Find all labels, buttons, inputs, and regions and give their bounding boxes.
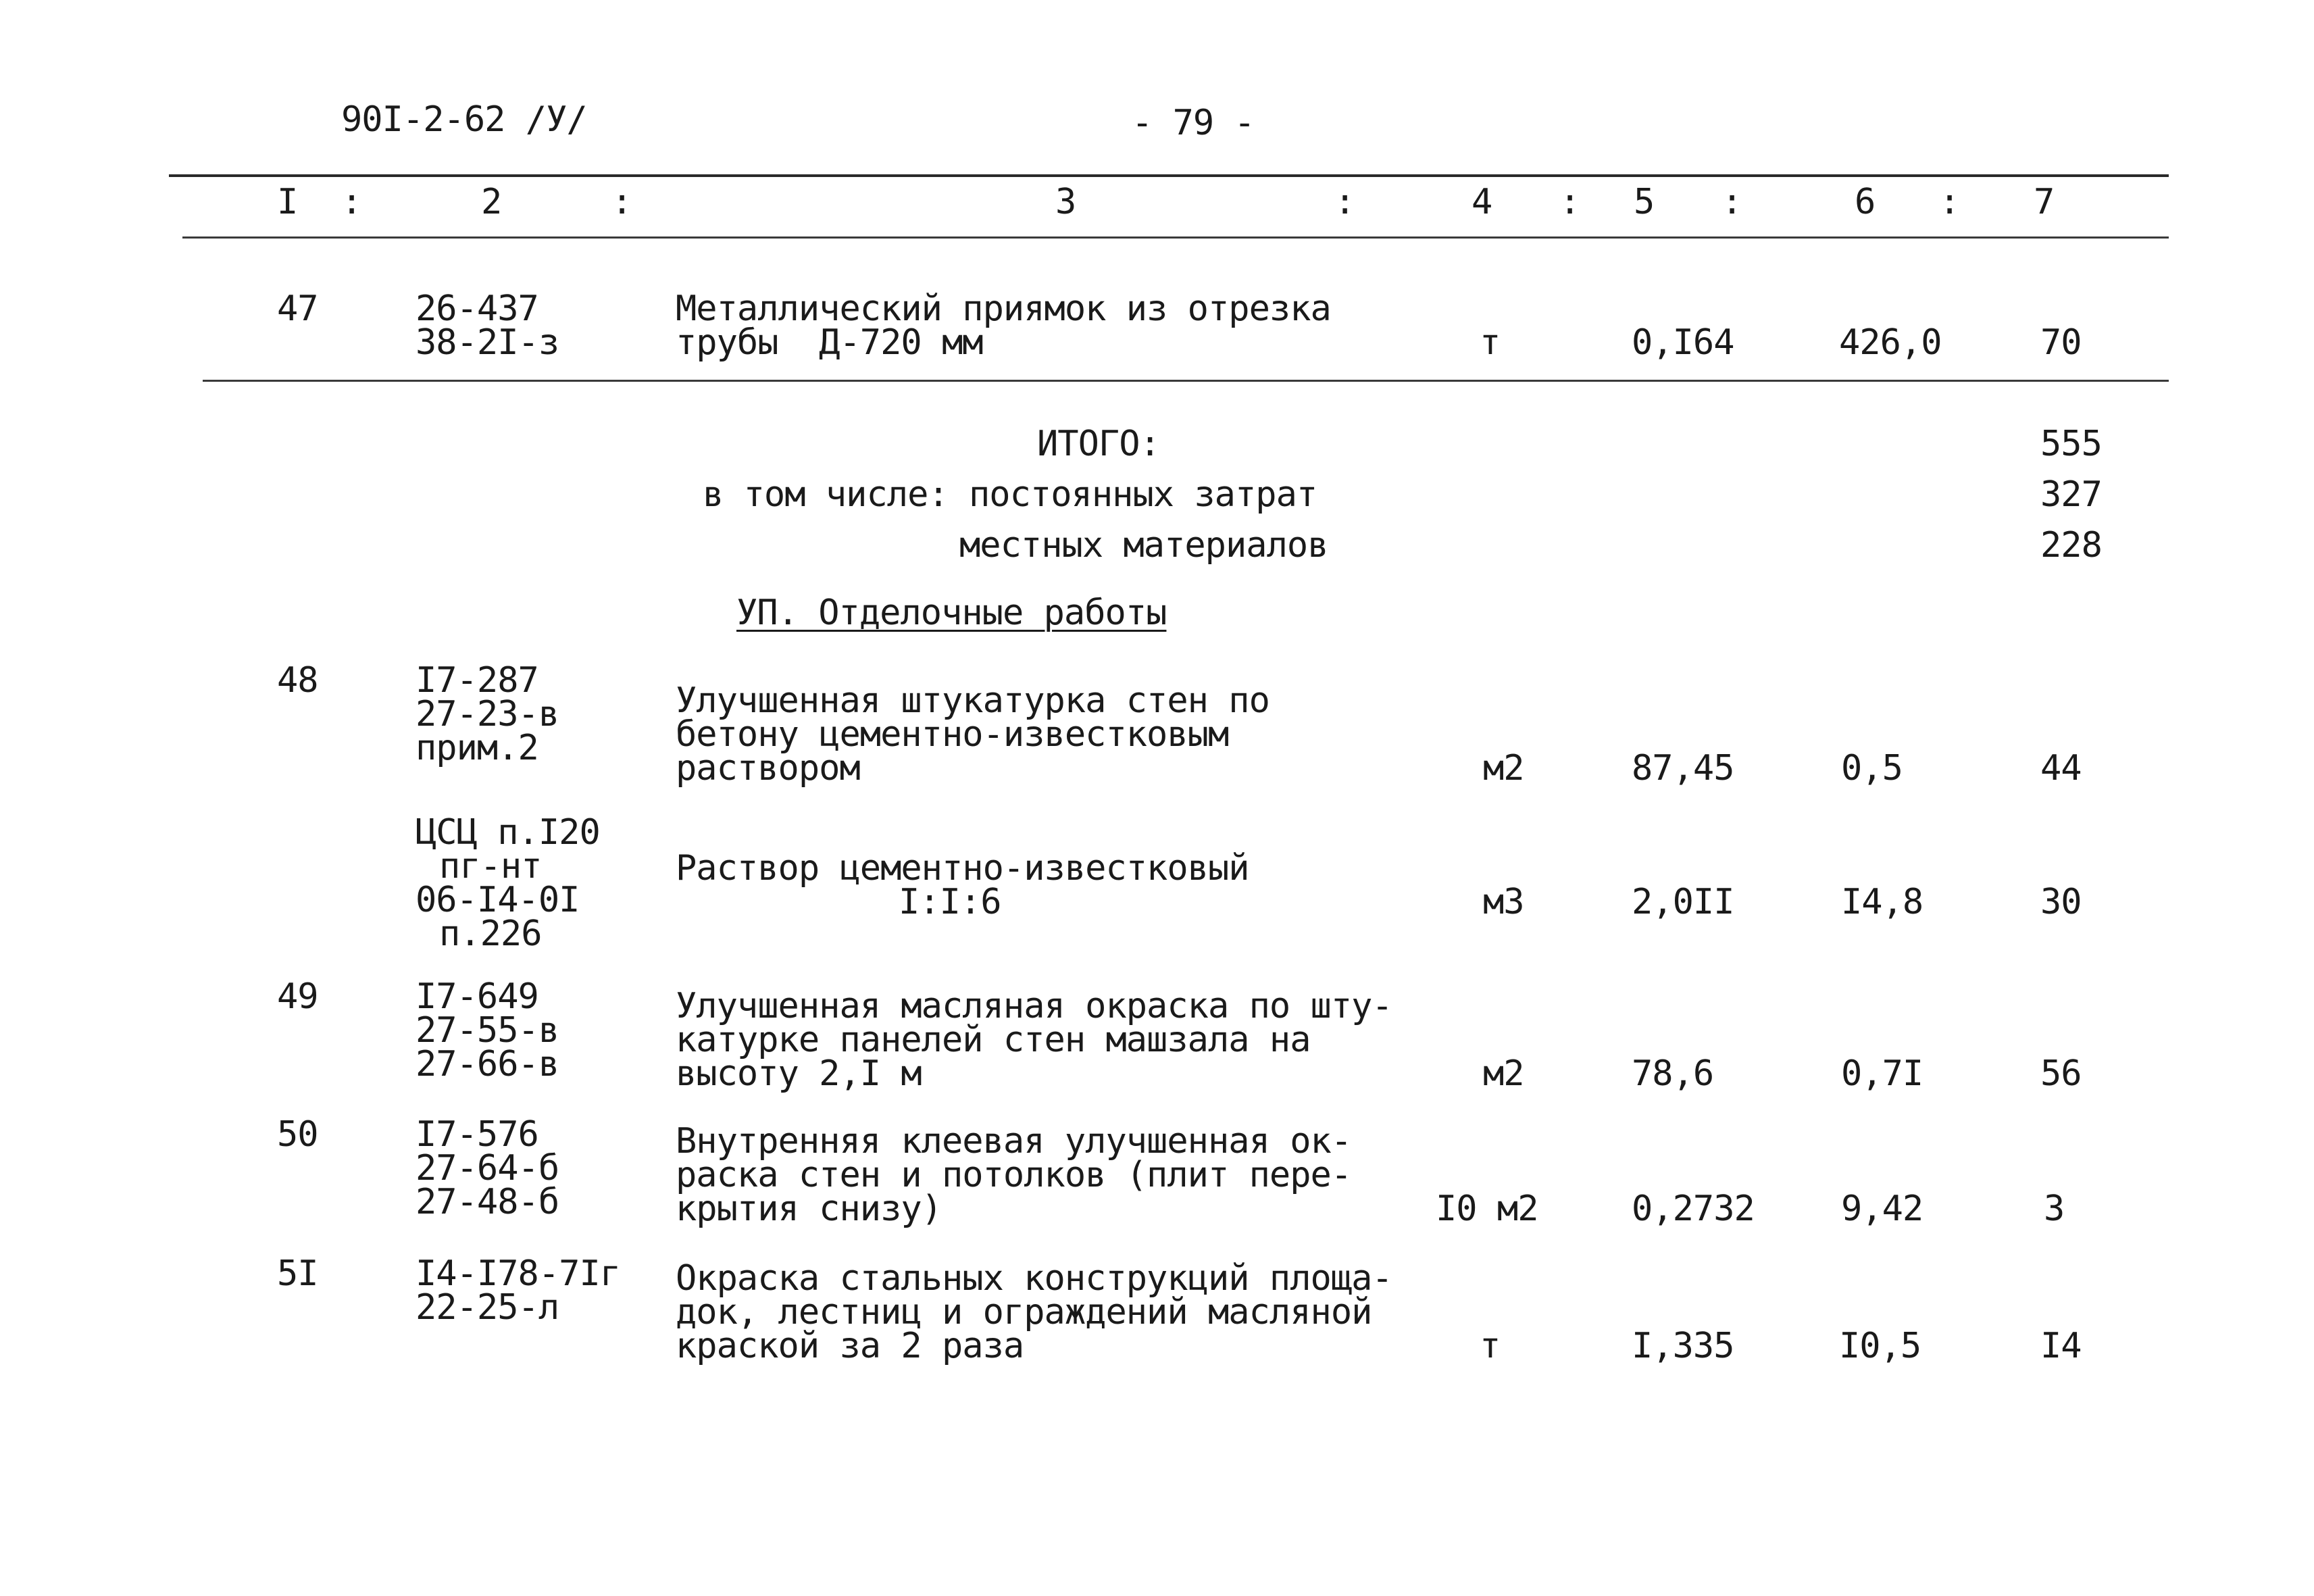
- row-quantity: 0,I64: [1632, 322, 1734, 363]
- row-price: 0,5: [1841, 748, 1903, 789]
- row-code: прим.2: [416, 728, 538, 768]
- row-description-line: раска стен и потолков (плит пере-: [676, 1155, 1352, 1195]
- row-description-line: крытия снизу): [676, 1189, 942, 1229]
- col-separator: :: [1559, 182, 1580, 222]
- col-header-2: 2: [481, 182, 502, 222]
- row-code: 06-I4-0I: [416, 880, 580, 920]
- section-title: УП. Отделочные работы: [736, 593, 1167, 633]
- row-code: 27-23-в: [416, 694, 559, 734]
- itogo-value: 555: [2040, 424, 2102, 464]
- row-number: 48: [277, 660, 318, 701]
- row-total: 30: [2040, 882, 2082, 922]
- row-code: I4-I78-7Iг: [416, 1253, 621, 1294]
- row-unit: т: [1480, 1326, 1501, 1366]
- constant-costs-value: 327: [2040, 474, 2102, 515]
- row-code: I7-576: [416, 1114, 538, 1155]
- row-total: 3: [2044, 1189, 2065, 1229]
- header-bottom-rule: [182, 236, 2169, 239]
- row-code: 27-66-в: [416, 1044, 559, 1084]
- col-separator: :: [1721, 182, 1742, 222]
- row-description-line: высоту 2,I м: [676, 1053, 922, 1094]
- row-code: пг-нт: [439, 846, 542, 887]
- row-total: 70: [2040, 322, 2082, 363]
- row-price: 0,7I: [1841, 1053, 1923, 1094]
- row-description-line: Улучшенная масляная окраска по шту-: [676, 986, 1392, 1026]
- row-unit: т: [1480, 322, 1501, 363]
- row-code: I7-287: [416, 660, 538, 701]
- row-code: 27-55-в: [416, 1010, 559, 1051]
- col-separator: :: [611, 182, 632, 222]
- row-quantity: 0,2732: [1632, 1189, 1755, 1229]
- col-separator: :: [1334, 182, 1355, 222]
- page-number: - 79 -: [1132, 103, 1255, 143]
- row-number: 47: [277, 289, 318, 329]
- col-header-1: I: [277, 182, 298, 222]
- row-description-line: Металлический приямок из отрезка: [676, 289, 1331, 329]
- row-number: 49: [277, 976, 318, 1017]
- header-top-rule: [169, 174, 2169, 177]
- row-code: 27-64-б: [416, 1148, 559, 1189]
- row-description-line: Раствор цементно-известковый: [676, 848, 1249, 889]
- col-header-7: 7: [2034, 182, 2055, 222]
- row-code: 22-25-л: [416, 1287, 559, 1328]
- col-header-4: 4: [1472, 182, 1492, 222]
- row-price: 9,42: [1841, 1189, 1923, 1229]
- row-description-line: Внутренняя клеевая улучшенная ок-: [676, 1121, 1352, 1162]
- row-code: I7-649: [416, 976, 538, 1017]
- row-description-line: бетону цементно-известковым: [676, 714, 1229, 755]
- row-description-line: док, лестниц и ограждений масляной: [676, 1292, 1372, 1332]
- row-number: 50: [277, 1114, 318, 1155]
- row-description-line: I:I:6: [899, 882, 1001, 922]
- row-unit: м2: [1483, 1053, 1524, 1094]
- document-code: 90I-2-62 /У/: [341, 99, 587, 140]
- local-materials-label: местных материалов: [959, 525, 1328, 566]
- col-separator: :: [341, 182, 362, 222]
- row-quantity: 78,6: [1632, 1053, 1714, 1094]
- row-quantity: 87,45: [1632, 748, 1734, 789]
- row-unit: I0 м2: [1436, 1189, 1538, 1229]
- row-quantity: 2,0II: [1632, 882, 1734, 922]
- row-unit: м2: [1483, 748, 1524, 789]
- row-quantity: I,335: [1632, 1326, 1734, 1366]
- row-description-line: краской за 2 раза: [676, 1326, 1024, 1366]
- row-description-line: Окраска стальных конструкций площа-: [676, 1258, 1392, 1299]
- constant-costs-label: в том числе: постоянных затрат: [703, 474, 1317, 515]
- row-price: I0,5: [1839, 1326, 1921, 1366]
- col-separator: :: [1939, 182, 1960, 222]
- row-description-line: Улучшенная штукатурка стен по: [676, 680, 1269, 721]
- row-code: ЦСЦ п.I20: [416, 812, 600, 853]
- row-number: 5I: [277, 1253, 318, 1294]
- row-total: 56: [2040, 1053, 2082, 1094]
- itogo-label: ИТОГО:: [1037, 424, 1160, 464]
- col-header-3: 3: [1055, 182, 1076, 222]
- row-description-line: трубы Д-720 мм: [676, 322, 983, 363]
- row-code: п.226: [439, 914, 542, 954]
- subtotal-rule: [203, 380, 2169, 382]
- row-code: 27-48-б: [416, 1182, 559, 1222]
- row-description-line: раствором: [676, 748, 860, 789]
- row-description-line: катурке панелей стен машзала на: [676, 1020, 1311, 1060]
- row-price: 426,0: [1839, 322, 1942, 363]
- row-code: 26-437: [416, 289, 538, 329]
- col-header-6: 6: [1855, 182, 1876, 222]
- row-unit: м3: [1483, 882, 1524, 922]
- row-total: 44: [2040, 748, 2082, 789]
- col-header-5: 5: [1634, 182, 1655, 222]
- row-code: 38-2I-з: [416, 322, 559, 363]
- local-materials-value: 228: [2040, 525, 2102, 566]
- row-price: I4,8: [1841, 882, 1923, 922]
- row-total: I4: [2040, 1326, 2082, 1366]
